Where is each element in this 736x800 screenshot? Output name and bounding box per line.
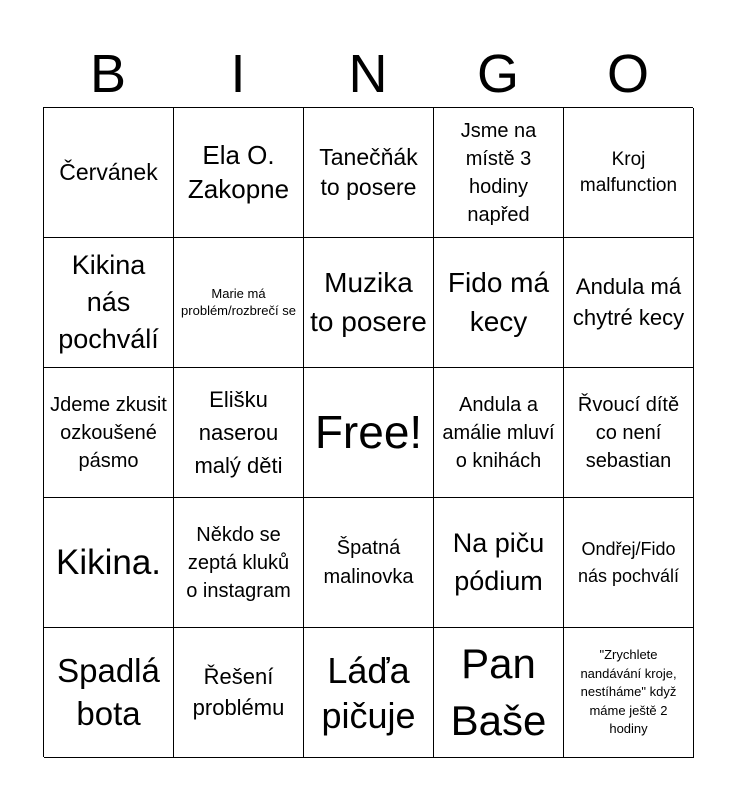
cell-text: Andula má chytré kecy [572, 273, 685, 330]
cell-text: Kroj malfunction [579, 148, 678, 196]
cell-text: Kikina nás pochválí [58, 249, 159, 355]
cell-text: Jsme na místě 3 hodiny napřed [460, 119, 537, 226]
cell-text: Láďa pičuje [321, 649, 416, 736]
cell-text: Špatná malinovka [323, 536, 414, 588]
bingo-cell[interactable] [44, 238, 174, 368]
header-letter-g: G [476, 44, 519, 104]
cell-text: Spadlá bota [57, 651, 160, 732]
bingo-grid [43, 107, 693, 757]
cell-text: Pan Baše [450, 639, 547, 744]
bingo-cell[interactable] [304, 498, 434, 628]
bingo-cell[interactable] [44, 628, 174, 758]
bingo-cell[interactable] [434, 108, 564, 238]
cell-text: Ondřej/Fido nás pochválí [577, 539, 680, 586]
cell-text: Elišku naserou malý děti [194, 387, 283, 478]
bingo-cell[interactable] [564, 368, 694, 498]
cell-text: Fido má kecy [447, 266, 550, 337]
cell-text: Řešení problému [192, 663, 285, 720]
cell-text: "Zrychlete nandávání kroje, nestíháme" když máme ještě 2 hodiny [580, 647, 677, 737]
bingo-cell[interactable] [304, 238, 434, 368]
cell-text: Někdo se zeptá kluků o instagram [186, 523, 291, 602]
bingo-cell[interactable] [44, 108, 174, 238]
header-letter-n: N [348, 44, 388, 104]
bingo-cell[interactable] [174, 368, 304, 498]
bingo-cell[interactable] [564, 498, 694, 628]
bingo-cell[interactable] [564, 238, 694, 368]
cell-text: Free! [314, 405, 423, 458]
bingo-cell[interactable] [174, 238, 304, 368]
bingo-cell[interactable] [44, 368, 174, 498]
cell-text: Kikina. [55, 542, 162, 582]
bingo-cell[interactable] [304, 108, 434, 238]
bingo-cell[interactable] [564, 108, 694, 238]
bingo-cell[interactable] [174, 628, 304, 758]
cell-text: Řvoucí dítě co není sebastian [577, 393, 680, 472]
cell-text: Jdeme zkusit ozkoušené pásmo [50, 393, 167, 472]
bingo-cell[interactable] [174, 498, 304, 628]
cell-text: Na piču pódium [452, 527, 545, 596]
free-cell[interactable] [304, 368, 434, 498]
header-letter-b: B [89, 44, 127, 104]
bingo-cell[interactable] [564, 628, 694, 758]
cell-text: Tanečňák to posere [319, 143, 418, 200]
cell-text: Ela O. Zakopne [187, 139, 290, 204]
bingo-cell[interactable] [434, 498, 564, 628]
bingo-cell[interactable] [434, 238, 564, 368]
header-letter-i: I [230, 44, 246, 104]
bingo-cell[interactable] [434, 368, 564, 498]
bingo-cell[interactable] [304, 628, 434, 758]
cell-text: Andula a amálie mluví o knihách [442, 393, 555, 472]
bingo-cell[interactable] [174, 108, 304, 238]
bingo-cell[interactable] [44, 498, 174, 628]
cell-text: Muzika to posere [310, 266, 427, 337]
bingo-header [43, 40, 693, 108]
bingo-cell[interactable] [434, 628, 564, 758]
cell-text: Marie má problém/rozbrečí se [181, 285, 296, 318]
cell-text: Červánek [59, 159, 158, 186]
header-letter-o: O [606, 44, 649, 104]
